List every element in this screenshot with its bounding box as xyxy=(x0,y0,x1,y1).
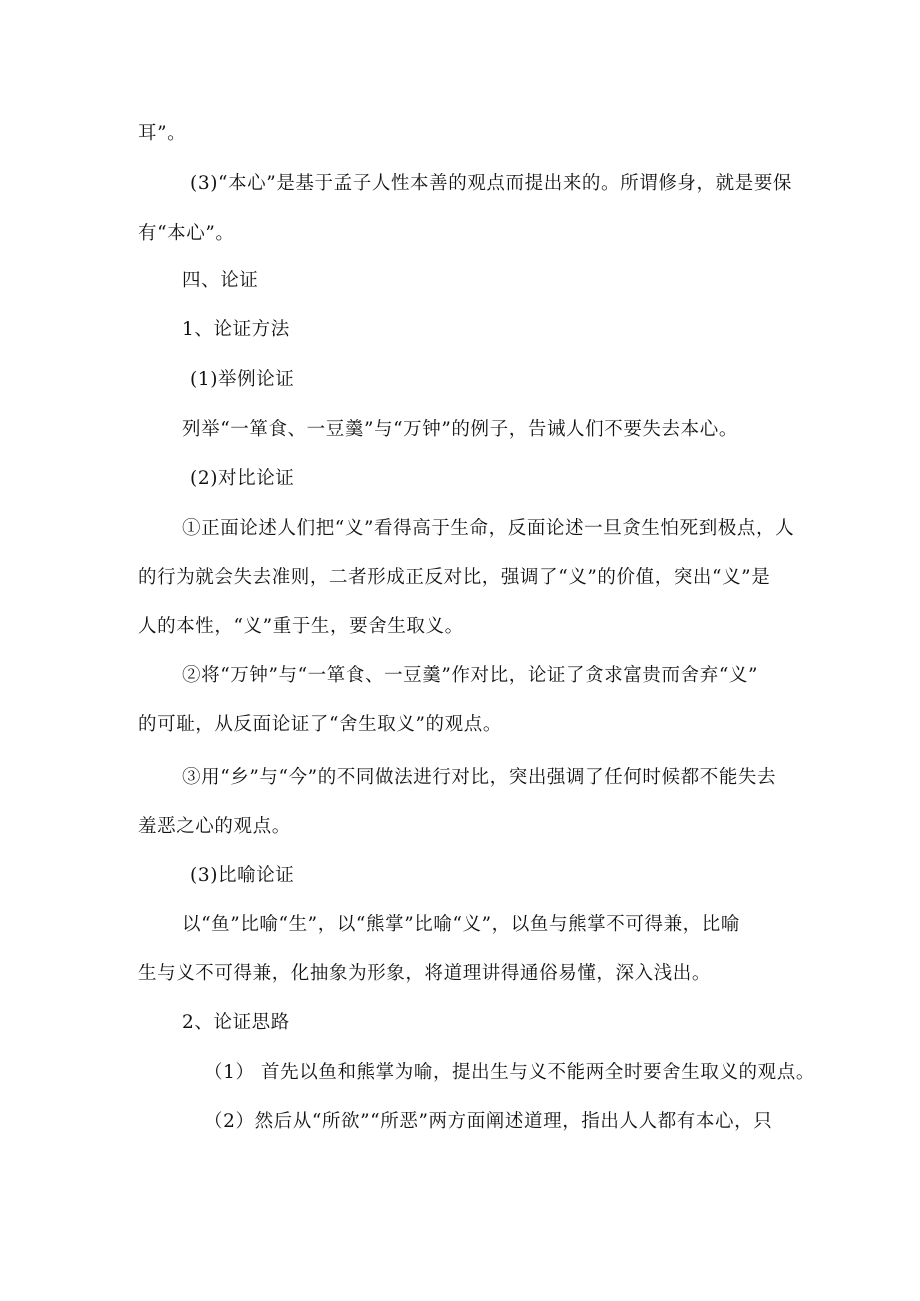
text-line: （1） 首先以鱼和熊掌为喻，提出生与义不能两全时要舍生取义的观点。 xyxy=(204,1062,815,1083)
subsection-heading: 2、论证思路 xyxy=(182,1012,290,1033)
text-line: 以“鱼”比喻“生”，以“熊掌”比喻“义”，以鱼与熊掌不可得兼，比喻 xyxy=(182,914,740,935)
text-line: 生与义不可得兼，化抽象为形象，将道理讲得通俗易懂，深入浅出。 xyxy=(138,963,712,984)
text-line: ③用“乡”与“今”的不同做法进行对比，突出强调了任何时候都不能失去 xyxy=(182,767,777,788)
text-line: ①正面论述人们把“义”看得高于生命，反面论述一旦贪生怕死到极点，人 xyxy=(182,518,795,539)
text-line: 耳”。 xyxy=(138,123,187,144)
text-line: ②将“万钟”与“一箪食、一豆羹”作对比，论证了贪求富贵而舍弃“义” xyxy=(182,665,759,686)
section-heading: 四、论证 xyxy=(182,270,259,291)
subsection-heading: 1、论证方法 xyxy=(182,319,290,340)
item-heading: (1)举例论证 xyxy=(190,369,295,390)
text-line: 的行为就会失去准则，二者形成正反对比，强调了“义”的价值，突出“义”是 xyxy=(138,567,771,588)
text-line: 人的本性，“义”重于生，要舍生取义。 xyxy=(138,616,464,637)
item-heading: (2)对比论证 xyxy=(190,468,295,489)
text-line: 羞恶之心的观点。 xyxy=(138,816,291,837)
item-heading: (3)比喻论证 xyxy=(190,865,295,886)
text-line: 有“本心”。 xyxy=(138,223,235,244)
text-line: （2）然后从“所欲”“所恶”两方面阐述道理，指出人人都有本心，只 xyxy=(204,1111,773,1132)
text-line: (3)“本心”是基于孟子人性本善的观点而提出来的。所谓修身，就是要保 xyxy=(190,173,793,194)
text-line: 的可耻，从反面论证了“舍生取义”的观点。 xyxy=(138,714,502,735)
text-line: 列举“一箪食、一豆羹”与“万钟”的例子，告诫人们不要失去本心。 xyxy=(182,419,738,440)
